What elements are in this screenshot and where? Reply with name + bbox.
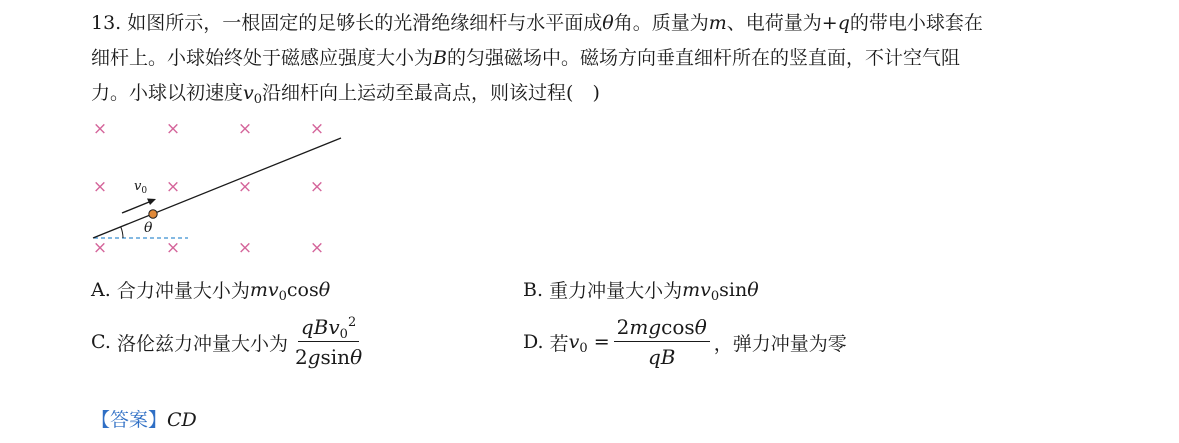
- answer-value: CD: [167, 409, 197, 431]
- answer-tag: 【答案】: [91, 409, 168, 431]
- rod: [93, 138, 341, 238]
- field-mark-0-3: ×: [309, 119, 325, 139]
- option-c-text: 洛伦兹力冲量大小为: [116, 332, 288, 355]
- field-mark-1-2: ×: [237, 177, 253, 197]
- option-d-lhs: $v_0$ =: [568, 331, 610, 356]
- option-b[interactable]: [523, 276, 759, 303]
- option-a-expr: $mv_0\cos\theta$: [249, 278, 331, 304]
- option-c[interactable]: [91, 315, 369, 369]
- option-c-label: C.: [91, 331, 111, 353]
- charged-ball: [149, 210, 157, 218]
- question-text: [91, 6, 1101, 111]
- physics-figure: [86, 112, 356, 262]
- option-d[interactable]: [523, 315, 847, 369]
- velocity-label: $v_0$: [134, 179, 148, 196]
- field-mark-1-0: ×: [92, 177, 108, 197]
- field-mark-2-1: ×: [165, 238, 181, 258]
- question-line-1-body: 如图所示，一根固定的足够长的光滑绝缘细杆与水平面成θ角。质量为m、电荷量为+q的带电小球套在: [127, 12, 983, 34]
- option-d-denominator: qB: [647, 345, 676, 369]
- option-a[interactable]: [91, 276, 330, 303]
- question-line-3: 力。小球以初速度$v_0$沿细杆向上运动至最高点，则该过程( ): [91, 82, 600, 107]
- answer-line: [91, 405, 197, 432]
- field-mark-2-0: ×: [92, 238, 108, 258]
- question-line-1: [91, 6, 1101, 41]
- option-c-denominator: 2gsinθ: [294, 345, 363, 369]
- field-mark-0-1: ×: [165, 119, 181, 139]
- field-mark-0-2: ×: [237, 119, 253, 139]
- option-b-text: 重力冲量大小为: [549, 280, 683, 302]
- field-mark-2-2: ×: [237, 238, 253, 258]
- option-d-fraction: [614, 315, 710, 369]
- magnetic-field-marks: [93, 119, 324, 258]
- option-d-suffix: ，弹力冲量为零: [713, 332, 847, 355]
- option-b-label: B.: [523, 278, 544, 301]
- option-d-label: D.: [523, 331, 544, 353]
- option-c-numerator: qBv$_0^2$: [298, 315, 359, 342]
- field-mark-1-1: ×: [165, 177, 181, 197]
- field-mark-0-0: ×: [92, 119, 108, 139]
- question-number: 13.: [91, 12, 122, 34]
- field-mark-1-3: ×: [309, 177, 325, 197]
- angle-arc: [121, 227, 123, 238]
- option-d-numerator: 2mgcosθ: [614, 315, 710, 342]
- angle-label: θ: [144, 220, 153, 236]
- option-d-text: 若: [549, 332, 569, 355]
- option-c-fraction: [292, 315, 365, 369]
- field-mark-2-3: ×: [309, 238, 325, 258]
- option-a-label: A.: [91, 278, 111, 301]
- option-b-expr: $mv_0\sin\theta$: [682, 278, 759, 304]
- option-a-text: 合力冲量大小为: [116, 280, 250, 302]
- question-line-2: 细杆上。小球始终处于磁感应强度大小为B的匀强磁场中。磁场方向垂直细杆所在的竖直面，不计空气阻: [91, 47, 960, 69]
